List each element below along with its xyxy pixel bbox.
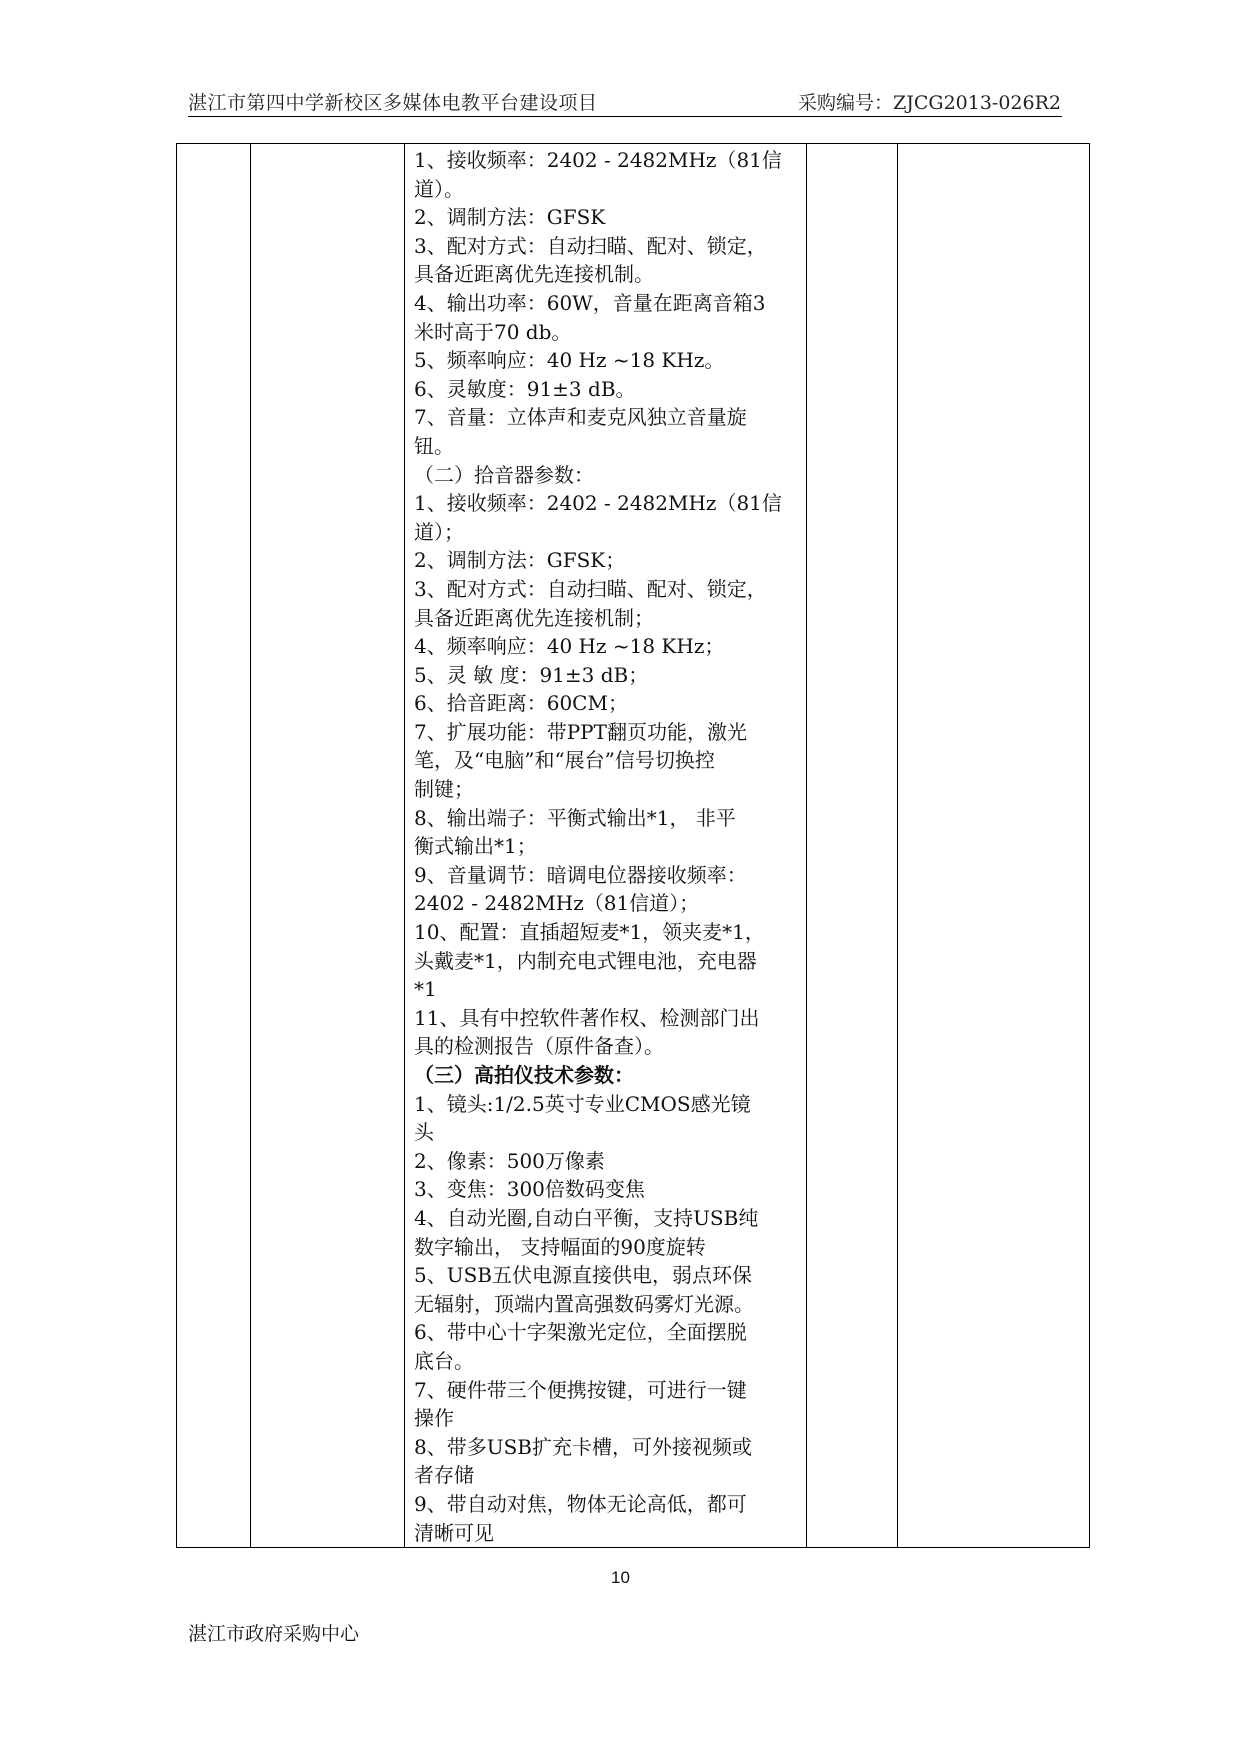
spec-line: 具备近距离优先连接机制； [414, 605, 654, 630]
spec-line: 1、接收频率：2402 - 2482MHz（81信 [414, 491, 782, 516]
header-divider [188, 116, 1062, 117]
spec-section-heading: （三）高拍仪技术参数： [414, 1063, 634, 1087]
spec-line: 5、频率响应：40 Hz ~18 KHz。 [414, 348, 725, 373]
spec-line: 底台。 [414, 1348, 474, 1373]
spec-list [414, 146, 802, 1547]
spec-line: 8、输出端子：平衡式输出*1， 非平 [414, 805, 736, 830]
spec-line: 道）； [414, 519, 464, 544]
spec-line: 4、频率响应：40 Hz ~18 KHz； [414, 634, 725, 659]
spec-line: 操作 [414, 1406, 454, 1431]
document-header-title: 湛江市第四中学新校区多媒体电教平台建设项目 [188, 92, 598, 114]
spec-line: 11、具有中控软件著作权、检测部门出 [414, 1005, 760, 1030]
spec-line: 6、灵敏度：91±3 dB。 [414, 376, 636, 401]
spec-line: 4、输出功率：60W，音量在距离音箱3 [414, 290, 766, 315]
spec-line: 清晰可见 [414, 1520, 494, 1545]
spec-line: 具备近距离优先连接机制。 [414, 262, 654, 287]
table-cell-remarks [898, 144, 1090, 1548]
spec-line: 2、调制方法：GFSK [414, 205, 606, 230]
spec-line: 7、扩展功能：带PPT翻页功能，激光 [414, 719, 747, 744]
spec-line: 钮。 [414, 433, 454, 458]
spec-line: 者存储 [414, 1463, 474, 1488]
spec-line: 10、配置：直插超短麦*1，领夹麦*1， [414, 920, 765, 945]
table-cell-item-name [251, 144, 405, 1548]
spec-line: 1、接收频率：2402 - 2482MHz（81信 [414, 148, 782, 172]
spec-line: 7、硬件带三个便携按键，可进行一键 [414, 1377, 747, 1402]
spec-line: 8、带多USB扩充卡槽，可外接视频或 [414, 1434, 752, 1459]
spec-line: 数字输出， 支持幅面的90度旋转 [414, 1234, 706, 1259]
spec-line: 无辐射，顶端内置高强数码雾灯光源。 [414, 1291, 754, 1316]
table-cell-index [177, 144, 251, 1548]
specification-table [176, 143, 1090, 1548]
spec-line: 衡式输出*1； [414, 834, 537, 859]
spec-line: 2、像素：500万像素 [414, 1148, 605, 1173]
spec-line: 6、拾音距离：60CM； [414, 691, 628, 716]
spec-line: 笔，及“电脑”和“展台”信号切换控 [414, 748, 715, 773]
spec-line: 道）。 [414, 176, 464, 201]
spec-line: 9、带自动对焦，物体无论高低，都可 [414, 1491, 747, 1516]
spec-line: 头戴麦*1，内制充电式锂电池，充电器 [414, 948, 757, 973]
table-row [177, 144, 1090, 1548]
spec-line: 头 [414, 1120, 434, 1145]
spec-line: 4、自动光圈,自动白平衡，支持USB纯 [414, 1205, 759, 1230]
table-cell-quantity [807, 144, 898, 1548]
spec-line: 2402 - 2482MHz（81信道）； [414, 891, 700, 916]
page-number: 10 [611, 1568, 630, 1587]
procurement-number: 采购编号：ZJCG2013-026R2 [798, 92, 1061, 114]
spec-line: （二）拾音器参数： [414, 462, 594, 487]
table-cell-specifications [405, 144, 807, 1548]
spec-line: 3、变焦：300倍数码变焦 [414, 1177, 645, 1202]
spec-line: 7、音量：立体声和麦克风独立音量旋 [414, 405, 747, 430]
spec-line: 6、带中心十字架激光定位，全面摆脱 [414, 1320, 747, 1345]
spec-line: 2、调制方法：GFSK； [414, 548, 626, 573]
spec-line: 3、配对方式：自动扫瞄、配对、锁定， [414, 233, 767, 258]
spec-line: 制键； [414, 777, 474, 802]
spec-line: 5、灵 敏 度：91±3 dB； [414, 662, 649, 687]
spec-line: 3、配对方式：自动扫瞄、配对、锁定， [414, 576, 767, 601]
spec-line: 1、镜头:1/2.5英寸专业CMOS感光镜 [414, 1091, 751, 1116]
spec-line: 9、音量调节：暗调电位器接收频率： [414, 862, 747, 887]
spec-line: 米时高于70 db。 [414, 319, 572, 344]
spec-line: 具的检测报告（原件备查）。 [414, 1034, 664, 1059]
spec-line: *1 [414, 977, 437, 1002]
spec-line: 5、USB五伏电源直接供电，弱点环保 [414, 1263, 752, 1288]
footer-organization: 湛江市政府采购中心 [188, 1623, 360, 1645]
